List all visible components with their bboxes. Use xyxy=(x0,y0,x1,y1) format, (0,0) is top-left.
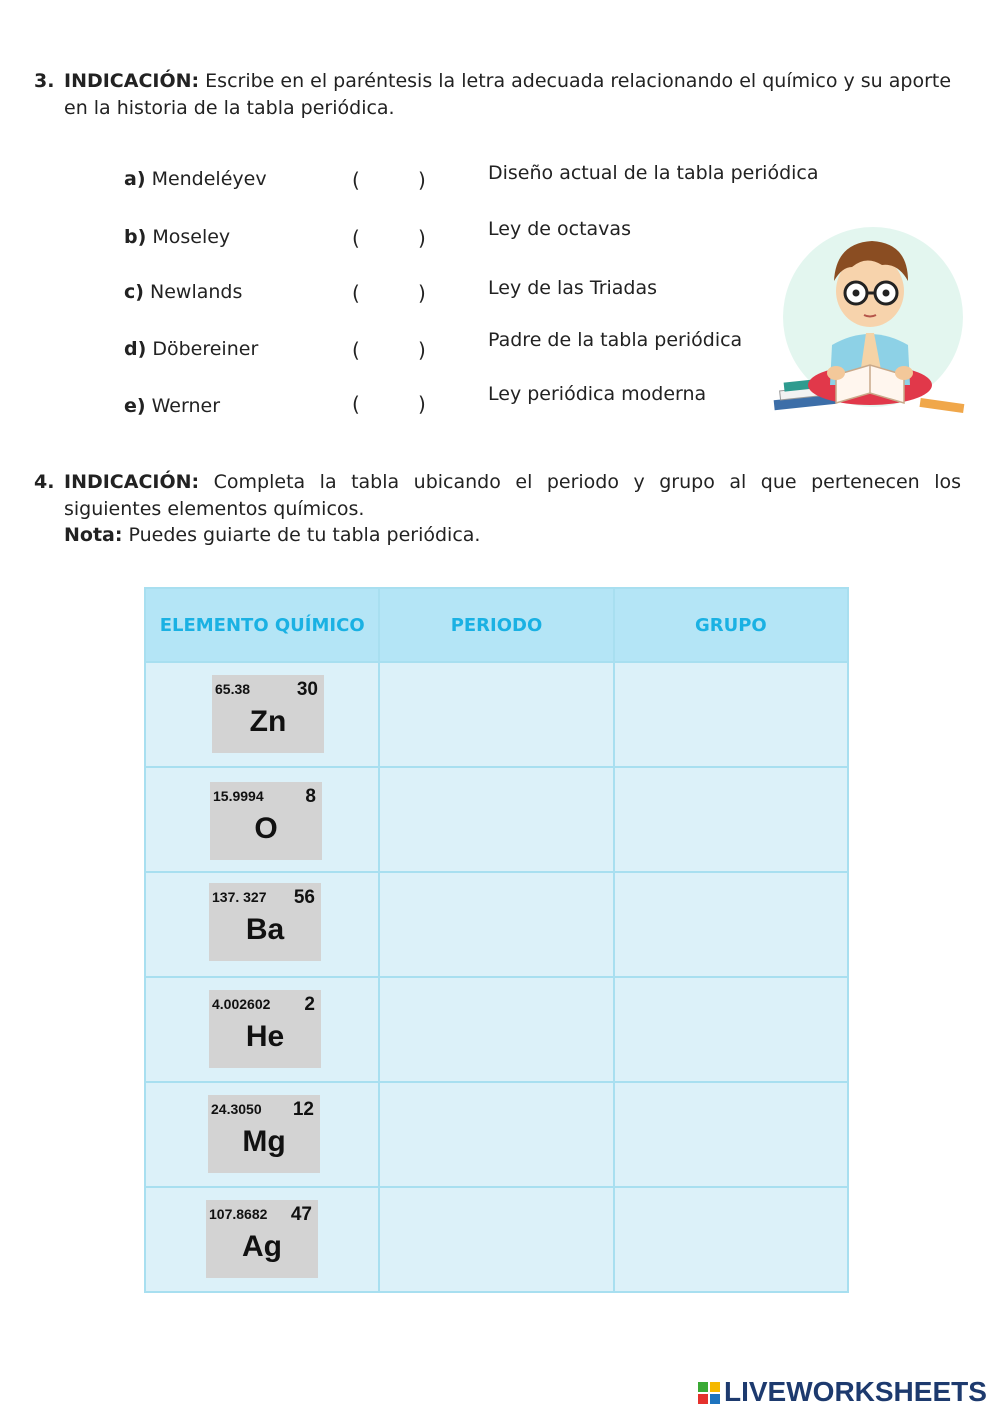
group-answer-cell[interactable] xyxy=(614,872,848,977)
element-cell xyxy=(145,872,379,977)
element-tile xyxy=(209,883,321,961)
element-symbol: Ag xyxy=(242,1230,282,1263)
group-answer-cell[interactable] xyxy=(614,1187,848,1292)
period-answer-cell[interactable] xyxy=(379,872,613,977)
note-text: Puedes guiarte de tu tabla periódica. xyxy=(128,524,481,546)
item-letter: b) xyxy=(124,226,147,248)
element-symbol: He xyxy=(245,1020,285,1053)
element-cell xyxy=(145,1082,379,1187)
contribution-text: Ley de octavas xyxy=(488,218,631,240)
group-answer-cell[interactable] xyxy=(614,662,848,767)
atomic-mass: 4.002602 xyxy=(212,996,271,1012)
period-answer-cell[interactable] xyxy=(379,662,613,767)
column-header-element: ELEMENTO QUÍMICO xyxy=(145,588,379,662)
atomic-mass: 65.38 xyxy=(215,681,251,697)
element-tile xyxy=(208,1095,320,1173)
answer-paren-close[interactable]: ) xyxy=(418,281,426,305)
contribution-text: Diseño actual de la tabla periódica xyxy=(488,162,819,184)
instruction-label: INDICACIÓN: xyxy=(64,70,200,92)
answer-paren-close[interactable]: ) xyxy=(418,392,426,416)
atomic-number: 56 xyxy=(293,887,315,908)
brand-text: LIVEWORKSHEETS xyxy=(724,1376,987,1407)
element-tile xyxy=(212,675,324,753)
question-number: 4. xyxy=(34,471,55,493)
chemist-name: Werner xyxy=(151,395,221,417)
instruction-label: INDICACIÓN: xyxy=(64,471,200,493)
element-symbol: O xyxy=(254,812,278,845)
item-letter: e) xyxy=(124,395,146,417)
liveworksheets-logo[interactable] xyxy=(724,1376,987,1408)
question-number: 3. xyxy=(34,70,55,92)
item-letter: a) xyxy=(124,168,146,190)
answer-paren-open[interactable]: ( xyxy=(352,226,360,250)
item-letter: c) xyxy=(124,281,144,303)
list-item xyxy=(124,395,220,417)
group-answer-cell[interactable] xyxy=(614,977,848,1082)
answer-paren-open[interactable]: ( xyxy=(352,392,360,416)
element-cell xyxy=(145,662,379,767)
table-row xyxy=(145,1187,848,1292)
period-answer-cell[interactable] xyxy=(379,1082,613,1187)
group-answer-cell[interactable] xyxy=(614,1082,848,1187)
chemist-name: Döbereiner xyxy=(152,338,259,360)
element-tile xyxy=(210,782,322,860)
atomic-mass: 15.9994 xyxy=(213,788,264,804)
atomic-mass: 137. 327 xyxy=(212,889,267,905)
liveworksheets-logo-icon xyxy=(698,1382,720,1404)
elements-table xyxy=(144,587,849,1293)
boy-reading-illustration xyxy=(770,225,970,420)
instruction-text-line2: siguientes elementos químicos. xyxy=(64,498,365,520)
answer-paren-open[interactable]: ( xyxy=(352,281,360,305)
element-tile xyxy=(209,990,321,1068)
table-row xyxy=(145,872,848,977)
chemist-name: Moseley xyxy=(152,226,231,248)
note-label: Nota: xyxy=(64,524,123,546)
contribution-text: Padre de la tabla periódica xyxy=(488,329,743,351)
column-header-group: GRUPO xyxy=(614,588,848,662)
table-row xyxy=(145,1082,848,1187)
element-cell xyxy=(145,767,379,872)
contribution-text: Ley periódica moderna xyxy=(488,383,707,405)
answer-paren-open[interactable]: ( xyxy=(352,168,360,192)
atomic-number: 8 xyxy=(305,786,316,807)
instruction-text-line2: en la historia de la tabla periódica. xyxy=(64,97,395,119)
element-cell xyxy=(145,977,379,1082)
period-answer-cell[interactable] xyxy=(379,977,613,1082)
column-header-period: PERIODO xyxy=(379,588,613,662)
answer-paren-close[interactable]: ) xyxy=(418,226,426,250)
period-answer-cell[interactable] xyxy=(379,1187,613,1292)
item-letter: d) xyxy=(124,338,147,360)
contribution-text: Ley de las Triadas xyxy=(488,277,658,299)
element-symbol: Mg xyxy=(242,1125,286,1158)
atomic-number: 12 xyxy=(292,1099,314,1120)
answer-paren-close[interactable]: ) xyxy=(418,338,426,362)
element-cell xyxy=(145,1187,379,1292)
element-symbol: Zn xyxy=(249,705,287,738)
atomic-number: 2 xyxy=(304,994,315,1015)
table-row xyxy=(145,662,848,767)
instruction-text: Escribe en el paréntesis la letra adecuada relacionando el químico y su aporte xyxy=(205,70,952,92)
atomic-number: 47 xyxy=(290,1204,312,1225)
list-item xyxy=(124,168,267,190)
answer-paren-close[interactable]: ) xyxy=(418,168,426,192)
atomic-mass: 24.3050 xyxy=(211,1101,262,1117)
table-row xyxy=(145,977,848,1082)
list-item xyxy=(124,281,242,303)
element-tile xyxy=(206,1200,318,1278)
table-header-row xyxy=(145,588,848,662)
instruction-text: Completa la tabla ubicando el periodo y grupo al que pertenecen los xyxy=(213,471,961,493)
chemist-name: Newlands xyxy=(150,281,243,303)
atomic-number: 30 xyxy=(296,679,318,700)
element-symbol: Ba xyxy=(245,913,285,946)
chemist-name: Mendeléyev xyxy=(151,168,267,190)
list-item xyxy=(124,226,230,248)
atomic-mass: 107.8682 xyxy=(209,1206,268,1222)
table-row xyxy=(145,767,848,872)
answer-paren-open[interactable]: ( xyxy=(352,338,360,362)
list-item xyxy=(124,338,258,360)
group-answer-cell[interactable] xyxy=(614,767,848,872)
period-answer-cell[interactable] xyxy=(379,767,613,872)
